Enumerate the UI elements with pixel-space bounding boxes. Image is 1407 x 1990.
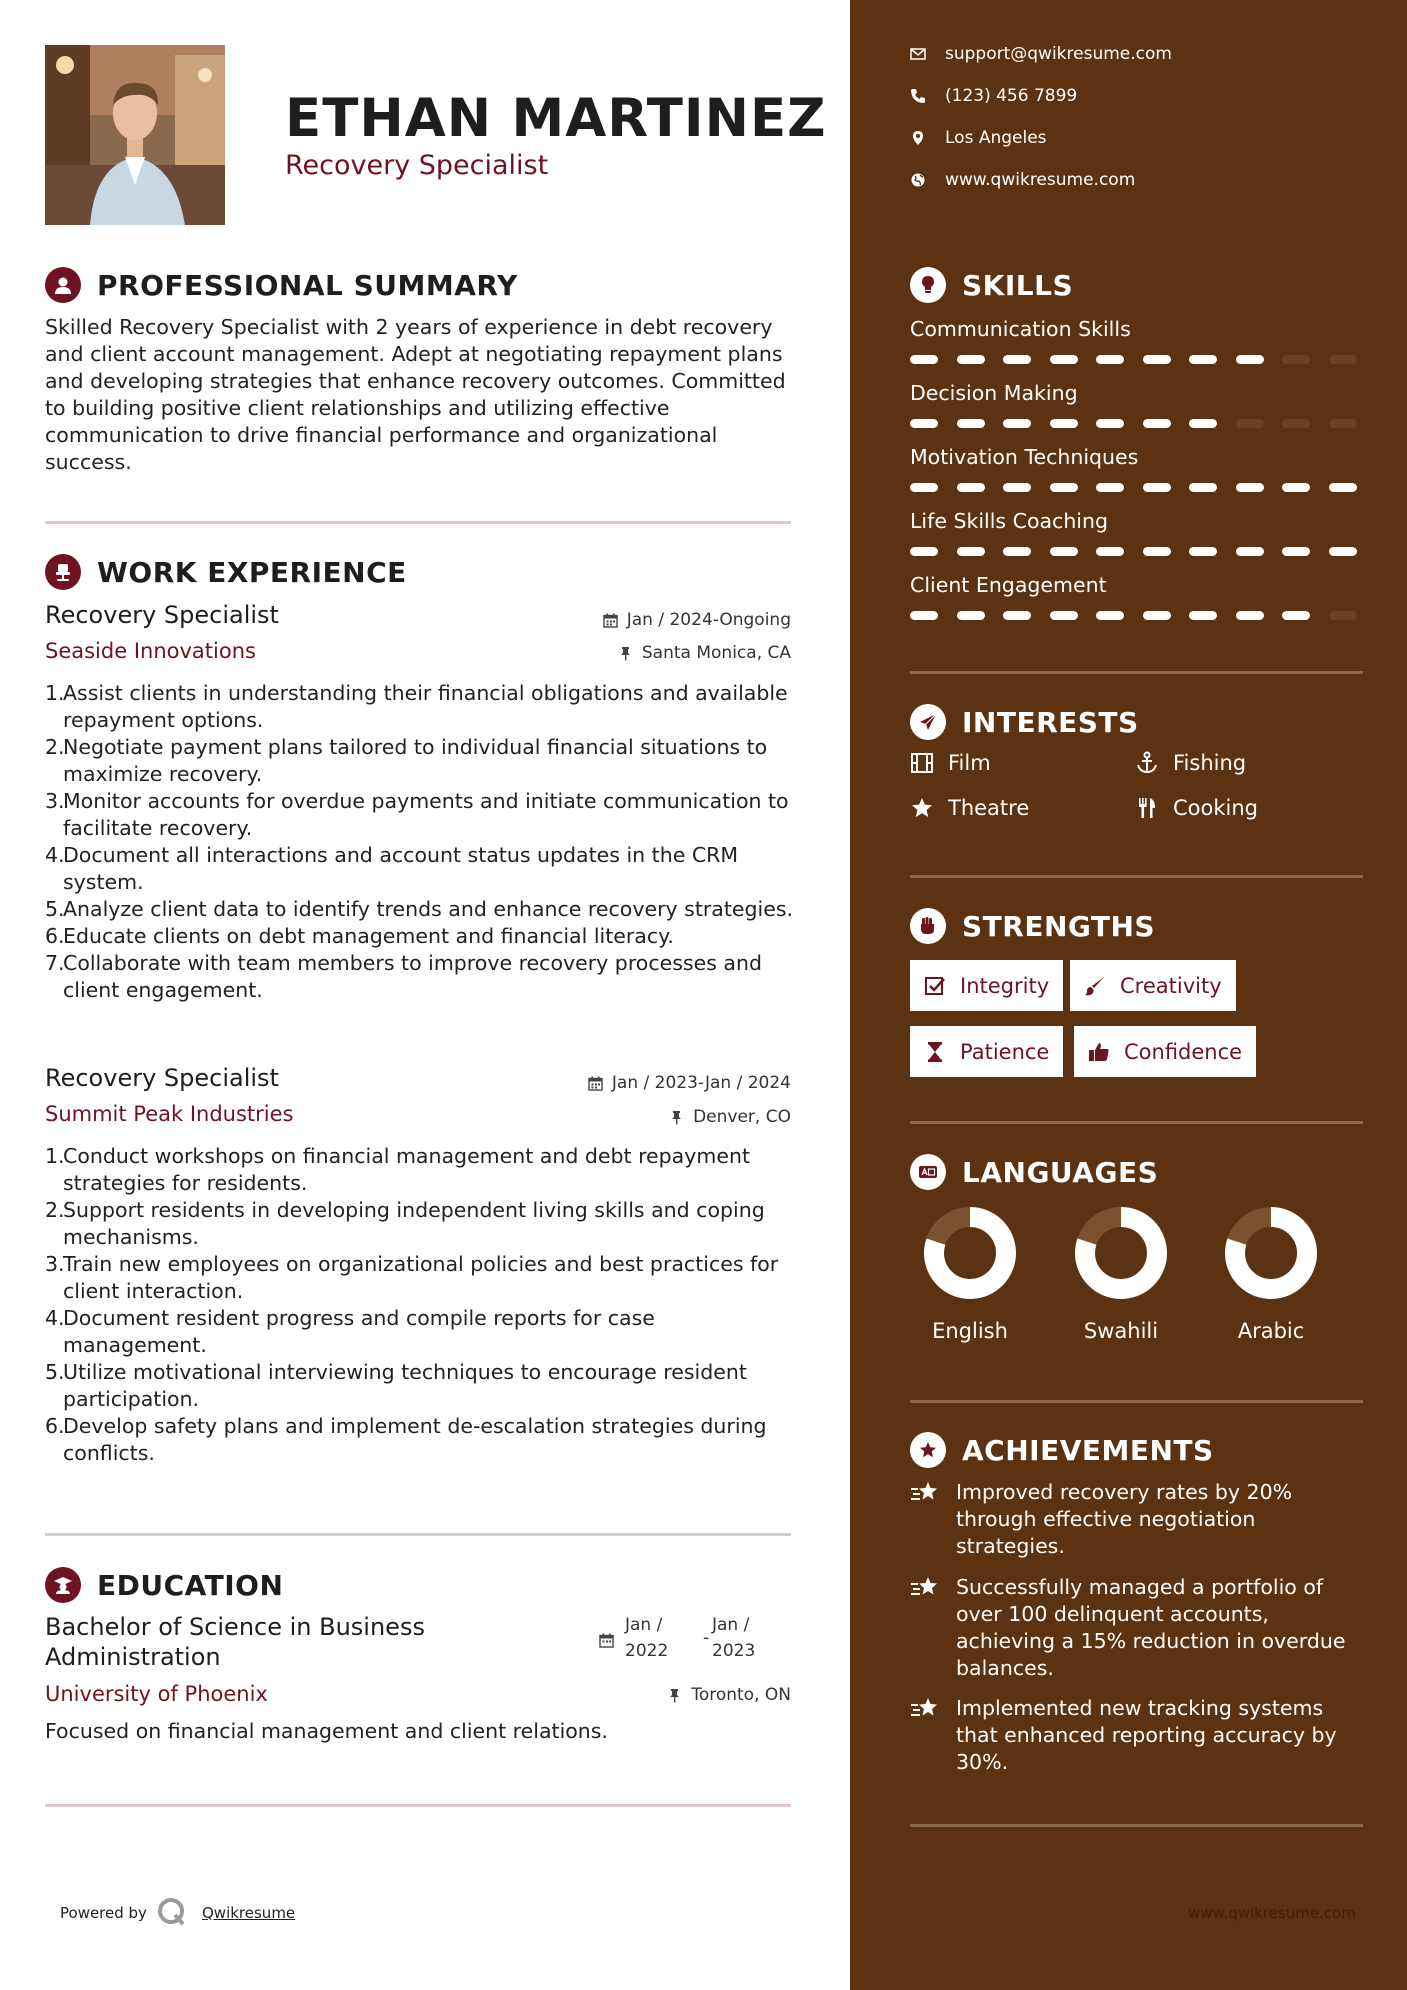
skill-level-bar [910,547,1375,556]
experience-title: WORK EXPERIENCE [97,555,407,589]
skill-level-dash [1189,483,1217,492]
job-2-date [588,1073,791,1093]
skill-level-bar [910,419,1375,428]
strength-creativity: Creativity [1070,960,1236,1011]
degree-line-1: Bachelor of Science in Business [45,1613,425,1641]
skill-level-dash [1096,419,1124,428]
education-header [45,1567,283,1603]
job-1-date-text: Jan / 2024-Ongoing [626,610,791,630]
skill-level-dash [1236,547,1264,556]
experience-divider [45,1533,791,1536]
skill-level-bar [910,355,1375,364]
languages-title: LANGUAGES [962,1155,1159,1189]
envelope-icon [910,46,926,62]
strength-confidence: Confidence [1074,1026,1256,1077]
skill-level-dash [957,355,985,364]
skill-level-dash [1236,611,1264,620]
sidebar [850,0,1407,1990]
office-chair-icon [45,554,81,590]
skill-level-dash [910,547,938,556]
edu-description: Focused on financial management and client relations. [45,1719,608,1743]
strengths-divider [910,1121,1363,1124]
list-item: 4. Document all interactions and account status updates in the CRM system. [45,843,739,894]
job-2-location-text: Denver, CO [693,1107,791,1127]
skill-level-dash [1050,419,1078,428]
skill-level-dash [1143,419,1171,428]
job-1-location [618,643,791,663]
edu-location-text: Toronto, ON [691,1685,791,1705]
language-level-ring [922,1205,1018,1301]
contact-phone[interactable]: (123) 456 7899 [910,86,1077,106]
interest-film: Film [910,751,991,775]
thumbs-up-icon [1088,1041,1110,1063]
calendar-icon [603,613,618,628]
list-item: 4. Document resident progress and compile reports for case management. [45,1306,655,1357]
checkbox-icon [924,975,946,997]
cutlery-icon [1135,796,1159,820]
qwikresume-logo-icon [156,1896,188,1928]
language-name: Arabic [1237,1319,1305,1343]
achievement-item: Improved recovery rates by 20% through effective negotiation strategies. [910,1479,1361,1560]
language-level-ring [1223,1205,1319,1301]
skill-level-dash [1282,547,1310,556]
achievement-item: Implemented new tracking systems that enhanced reporting accuracy by 30%. [910,1695,1361,1776]
paper-plane-icon [910,704,946,740]
skill-level-dash [1189,355,1217,364]
skill-level-bar [910,611,1375,620]
skill-level-dash [1096,483,1124,492]
language-name: Swahili [1083,1319,1159,1343]
skill-name: Motivation Techniques [910,445,1139,469]
shooting-star-icon [910,1574,940,1602]
contact-website[interactable]: www.qwikresume.com [910,170,1135,190]
list-item: 3. Train new employees on organizational policies and best practices for client interaction. [45,1252,779,1303]
hourglass-icon [924,1041,946,1063]
skill-level-dash [1282,419,1310,428]
strength-patience: Patience [910,1026,1063,1077]
edu-start-date: Jan / 2022 [625,1615,669,1661]
graduate-icon [45,1567,81,1603]
achievements-title: ACHIEVEMENTS [962,1433,1214,1467]
award-star-icon [910,1432,946,1468]
strength-integrity: Integrity [910,960,1063,1011]
skill-level-dash [1096,547,1124,556]
skill-level-dash [1329,483,1357,492]
list-item: 7. Collaborate with team members to improve recovery processes and client engagement. [45,951,762,1002]
calendar-icon [599,1633,614,1648]
skill-level-dash [1282,483,1310,492]
skill-level-dash [1236,355,1264,364]
skill-level-dash [910,483,938,492]
list-item: 2. Support residents in developing independent living skills and coping mechanisms. [45,1198,765,1249]
phone-icon [910,88,926,104]
job-1-duties [45,680,805,1004]
skill-level-dash [1003,483,1031,492]
list-item: 1. Assist clients in understanding their financial obligations and available repayment options. [45,681,788,732]
achievements-header [910,1432,1214,1468]
skill-level-dash [910,355,938,364]
candidate-role: Recovery Specialist [285,150,549,181]
film-icon [910,751,934,775]
skill-level-dash [1143,547,1171,556]
achievement-item: Successfully managed a portfolio of over 100 delinquent accounts, achieving a 15% reduction in overdue balances. [910,1574,1361,1682]
language-level-ring [1073,1205,1169,1301]
edu-date-separator: - [703,1628,710,1648]
experience-header [45,554,407,590]
profile-photo [45,45,225,225]
edu-location [667,1685,791,1705]
edu-end-date: Jan / 2023 [712,1615,756,1661]
skill-level-dash [1050,547,1078,556]
languages-header [910,1154,1158,1190]
skill-level-dash [957,483,985,492]
skills-divider [910,671,1363,674]
interests-title: INTERESTS [962,705,1139,739]
shooting-star-icon [910,1479,940,1507]
summary-header [45,267,518,303]
skill-level-dash [1329,547,1357,556]
footer-watermark: www.qwikresume.com [1188,1904,1356,1922]
achievements-divider [910,1824,1363,1827]
star-icon [910,796,934,820]
skill-level-dash [1003,355,1031,364]
summary-divider [45,521,791,524]
skill-level-dash [1282,355,1310,364]
skill-level-dash [1329,355,1357,364]
globe-icon [910,172,926,188]
interests-header [910,704,1139,740]
skill-level-dash [1143,611,1171,620]
education-title: EDUCATION [97,1568,284,1602]
job-2-duties [45,1143,805,1467]
interest-theatre: Theatre [910,796,1029,820]
anchor-icon [1135,751,1159,775]
user-icon [45,267,81,303]
interest-fishing: Fishing [1135,751,1246,775]
interests-divider [910,875,1363,878]
languages-divider [910,1400,1363,1403]
paintbrush-icon [1084,975,1106,997]
pushpin-icon [669,1110,684,1125]
skill-level-dash [957,419,985,428]
summary-title: PROFESSIONAL SUMMARY [97,268,518,302]
skill-level-dash [1050,355,1078,364]
strengths-title: STRENGTHS [962,909,1156,943]
shooting-star-icon [910,1695,940,1723]
skill-level-dash [957,547,985,556]
skill-level-dash [910,611,938,620]
lightbulb-icon [910,267,946,303]
pushpin-icon [667,1688,682,1703]
skill-level-dash [1003,611,1031,620]
language-item [910,1205,1030,1343]
skill-level-dash [910,419,938,428]
job-1-location-text: Santa Monica, CA [641,643,791,663]
skill-name: Decision Making [910,381,1078,405]
contact-email[interactable]: support@qwikresume.com [910,44,1172,64]
strengths-header [910,908,1155,944]
language-name: English [932,1319,1008,1343]
translate-icon [910,1154,946,1190]
language-item [1061,1205,1181,1343]
skills-title: SKILLS [962,268,1074,302]
list-item: 6. Educate clients on debt management and financial literacy. [45,924,674,948]
job-1-company: Seaside Innovations [45,639,256,663]
skill-level-dash [1282,611,1310,620]
skill-level-bar [910,483,1375,492]
list-item: 1. Conduct workshops on financial management and debt repayment strategies for residents. [45,1144,750,1195]
candidate-name: ETHAN MARTINEZ [285,88,827,149]
skill-level-dash [1329,611,1357,620]
pushpin-icon [618,646,633,661]
skill-level-dash [1050,483,1078,492]
skill-level-dash [957,611,985,620]
interest-cooking: Cooking [1135,796,1258,820]
list-item: 5. Utilize motivational interviewing techniques to encourage resident participation. [45,1360,747,1411]
list-item: 3. Monitor accounts for overdue payments and initiate communication to facilitate recovery. [45,789,789,840]
skill-level-dash [1189,611,1217,620]
skill-level-dash [1143,355,1171,364]
job-1-title: Recovery Specialist [45,601,279,629]
calendar-icon [588,1076,603,1091]
skill-level-dash [1003,547,1031,556]
language-item [1211,1205,1331,1343]
skill-name: Communication Skills [910,317,1131,341]
skill-level-dash [1236,419,1264,428]
qwikresume-link[interactable]: Qwikresume [202,1904,296,1922]
list-item: 5. Analyze client data to identify trends and enhance recovery strategies. [45,897,794,921]
map-marker-icon [910,130,926,146]
skill-level-dash [1236,483,1264,492]
list-item: 2. Negotiate payment plans tailored to individual financial situations to maximize recovery. [45,735,768,786]
contact-location: Los Angeles [910,128,1047,148]
school-name: University of Phoenix [45,1682,268,1706]
powered-by-label: Powered by [60,1904,147,1922]
skill-level-dash [1050,611,1078,620]
degree-line-2: Administration [45,1643,221,1671]
skill-name: Life Skills Coaching [910,509,1109,533]
list-item: 6. Develop safety plans and implement de-escalation strategies during conflicts. [45,1414,767,1465]
skill-level-dash [1189,547,1217,556]
skill-level-dash [1096,611,1124,620]
job-2-title: Recovery Specialist [45,1064,279,1092]
skills-header [910,267,1073,303]
job-2-location [669,1107,791,1127]
job-2-date-text: Jan / 2023-Jan / 2024 [611,1073,791,1093]
skill-level-dash [1189,419,1217,428]
skill-level-dash [1096,355,1124,364]
skill-level-dash [1143,483,1171,492]
summary-text: Skilled Recovery Specialist with 2 years of experience in debt recovery and client account management. Adept at negotiating repayment plans and developing strategies that enhance recovery outcomes. Committed to building positive client relationships and utilizing effective communication to drive financial performance and organizational success. [45,315,786,474]
job-2-company: Summit Peak Industries [45,1102,294,1126]
job-1-date [603,610,791,630]
fist-icon [910,908,946,944]
skill-level-dash [1003,419,1031,428]
skill-level-dash [1329,419,1357,428]
skill-name: Client Engagement [910,573,1107,597]
education-divider [45,1804,791,1807]
